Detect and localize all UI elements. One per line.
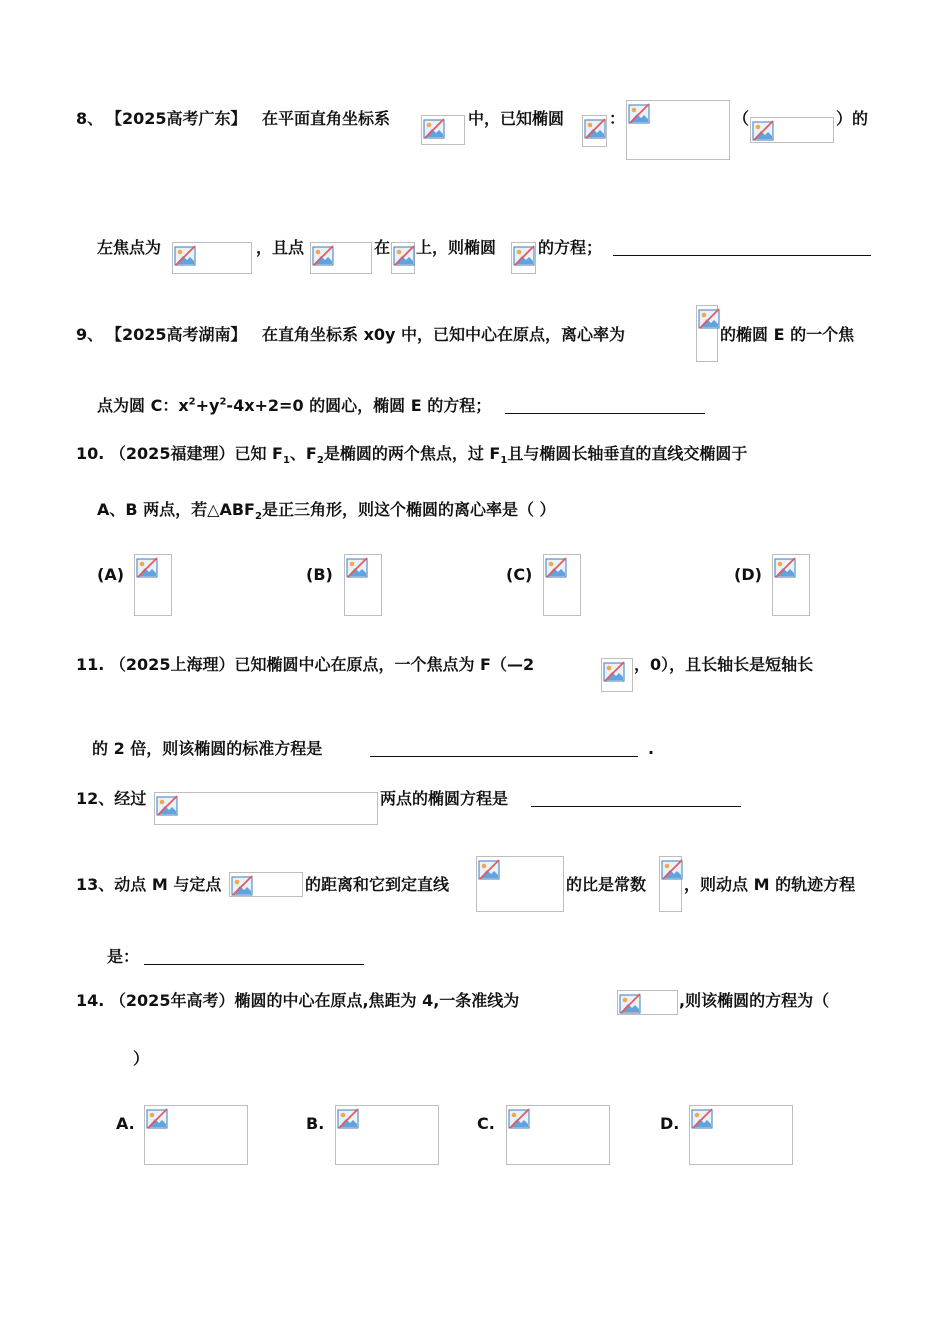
broken-image-icon: [752, 119, 774, 141]
formula-image: [582, 115, 607, 147]
q10-line2-text-1: A、B 两点，若△ABF: [97, 500, 255, 519]
superscript: 2: [188, 396, 196, 408]
subscript: 2: [254, 511, 262, 523]
q9-line2: [97, 395, 491, 417]
q10-text-4: 且与椭圆长轴垂直的直线交椭圆于: [507, 444, 748, 463]
subscript: 1: [282, 455, 290, 467]
q9-line2-text-1: 点为圆 C：x: [97, 396, 189, 415]
q8-text-1: 在平面直角坐标系: [262, 109, 391, 128]
broken-image-icon: [312, 244, 334, 266]
answer-blank: [505, 413, 705, 414]
q10-option-c-image: [543, 554, 581, 616]
broken-image-icon: [508, 1107, 530, 1129]
q14-option-b-label: B.: [306, 1114, 325, 1133]
q8-line2-text-1: 左焦点为: [97, 238, 162, 257]
formula-image: [229, 872, 303, 897]
broken-image-icon: [337, 1107, 359, 1129]
broken-image-icon: [513, 244, 535, 266]
formula-image: [391, 242, 415, 274]
broken-image-icon: [584, 117, 606, 139]
formula-image: [172, 242, 252, 274]
broken-image-icon: [136, 556, 158, 578]
q9-text-2: 的椭圆 E 的一个焦: [720, 325, 855, 344]
q14-text-2: ,则该椭圆的方程为（: [679, 991, 830, 1010]
q10-option-d-label: (D): [734, 565, 762, 584]
broken-image-icon: [478, 858, 500, 880]
q8-text-4: （: [733, 109, 750, 128]
q13-text-4: ，则动点 M 的轨迹方程: [684, 875, 856, 894]
q14-option-c-image: [506, 1105, 610, 1165]
q14-option-b-image: [335, 1105, 439, 1165]
q10-text-3: 是椭圆的两个焦点，过 F: [323, 444, 501, 463]
q11-period: .: [648, 739, 655, 758]
q13-text-2: 的距离和它到定直线: [305, 875, 450, 894]
q9-text-1: 在直角坐标系 x0y 中，已知中心在原点，离心率为: [262, 325, 626, 344]
superscript: 2: [219, 396, 227, 408]
broken-image-icon: [346, 556, 368, 578]
q8-line2-text-5: 的方程；: [538, 238, 603, 257]
answer-blank: [531, 806, 741, 807]
q14-text-1: 14. （2025年高考）椭圆的中心在原点,焦距为 4,一条准线为: [76, 991, 520, 1010]
q14-option-c-label: C.: [477, 1114, 495, 1133]
broken-image-icon: [628, 102, 650, 124]
q12-text-1: 12、经过: [76, 789, 147, 808]
formula-image: [154, 792, 378, 825]
formula-image: [511, 242, 536, 274]
formula-image: [476, 856, 564, 912]
q8-line2-text-4: 上，则椭圆: [416, 238, 497, 257]
q9-line2-text-2: +y: [195, 396, 220, 415]
broken-image-icon: [423, 117, 445, 139]
q10-option-a-image: [134, 554, 172, 616]
q10-option-b-image: [344, 554, 382, 616]
broken-image-icon: [619, 992, 641, 1014]
q10-line2-text-2: 是正三角形，则这个椭圆的离心率是（ ）: [261, 500, 556, 519]
broken-image-icon: [146, 1107, 168, 1129]
formula-image: [659, 856, 682, 912]
broken-image-icon: [603, 660, 625, 682]
q8-text-5: ）的: [836, 109, 869, 128]
broken-image-icon: [231, 874, 253, 896]
q10-line1: [76, 443, 747, 465]
q8-source: 【2025高考广东】: [106, 109, 247, 128]
formula-image: [601, 658, 633, 692]
q13-line2-text: 是：: [107, 947, 140, 966]
q8-text-2: 中，已知椭圆: [468, 109, 565, 128]
broken-image-icon: [774, 556, 796, 578]
q8-number: 8、: [76, 109, 104, 128]
q13-text-3: 的比是常数: [566, 875, 647, 894]
q10-text-2: 、F: [289, 444, 317, 463]
q11-line2-text: 的 2 倍，则该椭圆的标准方程是: [92, 739, 323, 758]
q8-line2-text-3: 在: [374, 238, 391, 257]
formula-image: [696, 305, 718, 362]
q10-option-a-label: (A): [97, 565, 125, 584]
q13-text-1: 13、动点 M 与定点: [76, 875, 222, 894]
q12-text-2: 两点的椭圆方程是: [380, 789, 509, 808]
q8-text-3: ：: [609, 109, 626, 128]
q11-text-1: 11. （2025上海理）已知椭圆中心在原点，一个焦点为 F（—2: [76, 655, 535, 674]
q10-line2: [97, 499, 556, 521]
q14-option-a-label: A.: [116, 1114, 135, 1133]
q9-number: 9、: [76, 325, 104, 344]
broken-image-icon: [545, 556, 567, 578]
q9-source: 【2025高考湖南】: [106, 325, 247, 344]
q11-text-2: ，0），且长轴长是短轴长: [634, 655, 814, 674]
q8-line2-text-2: ，且点: [256, 238, 305, 257]
answer-blank: [144, 964, 364, 965]
q10-option-c-label: (C): [506, 565, 533, 584]
q10-option-b-label: (B): [306, 565, 333, 584]
broken-image-icon: [698, 307, 720, 329]
broken-image-icon: [174, 244, 196, 266]
subscript: 1: [500, 455, 508, 467]
formula-image: [617, 990, 678, 1015]
subscript: 2: [316, 455, 324, 467]
formula-image: [421, 115, 465, 145]
broken-image-icon: [156, 794, 178, 816]
formula-image: [750, 117, 834, 143]
broken-image-icon: [691, 1107, 713, 1129]
q9-line2-text-3: -4x+2=0 的圆心，椭圆 E 的方程；: [226, 396, 492, 415]
q10-option-d-image: [772, 554, 810, 616]
answer-blank: [370, 756, 638, 757]
formula-image: [310, 242, 372, 274]
q14-line2-text: ）: [133, 1049, 150, 1068]
answer-blank: [613, 255, 871, 256]
formula-image: [626, 100, 730, 160]
broken-image-icon: [661, 858, 683, 880]
q10-text-1: 10. （2025福建理）已知 F: [76, 444, 283, 463]
q14-option-a-image: [144, 1105, 248, 1165]
q14-option-d-image: [689, 1105, 793, 1165]
q14-option-d-label: D.: [660, 1114, 680, 1133]
broken-image-icon: [393, 244, 415, 266]
